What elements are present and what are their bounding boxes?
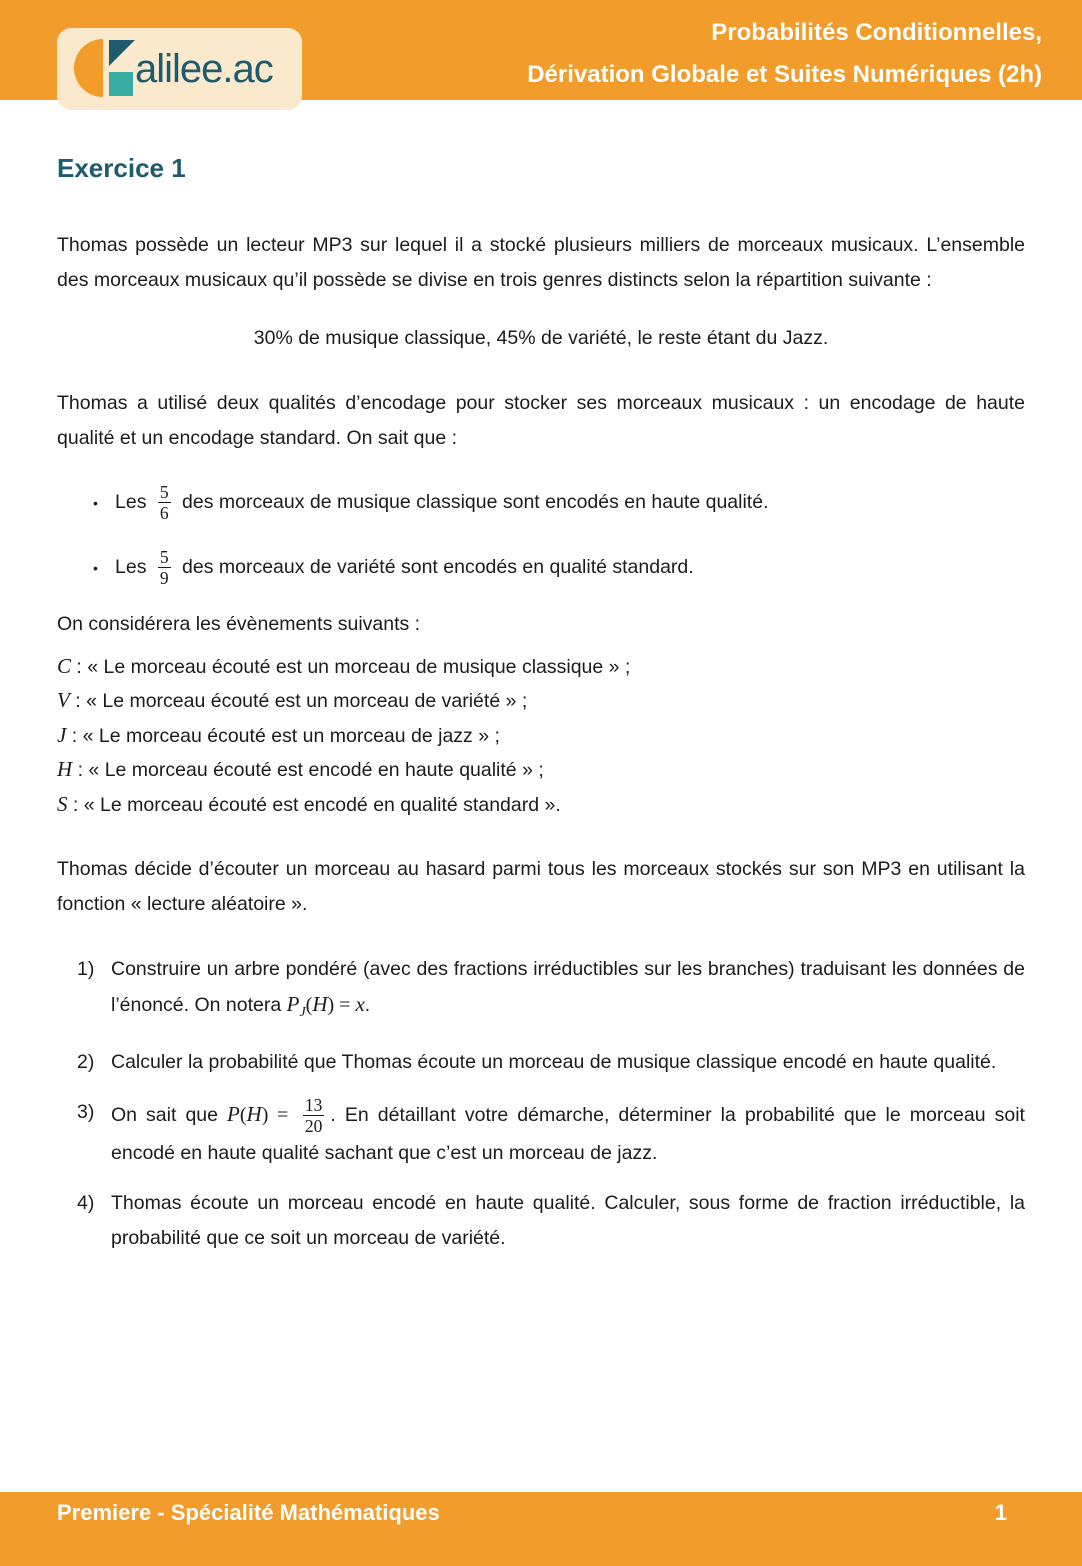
event-symbol: C	[57, 653, 72, 678]
fraction-denominator: 9	[159, 568, 169, 589]
question-number: 1)	[77, 958, 95, 980]
fraction-denominator: 6	[159, 503, 169, 524]
event-symbol: H	[57, 757, 73, 781]
events-list	[57, 650, 1025, 823]
math-upright: ) =	[327, 994, 356, 1016]
event-symbol: V	[57, 688, 70, 712]
fraction-denominator: 20	[304, 1116, 323, 1137]
question-text-part: . En détaillant votre démarche, déterminer la probabilité que le morceau soit encodé en haute qualité sachant que c’est un morceau de jazz.	[111, 1103, 1025, 1165]
document-title	[527, 12, 1042, 96]
question-text	[111, 1045, 1025, 1080]
question-item	[57, 1186, 1025, 1256]
fraction	[303, 1095, 325, 1136]
math-variable: x	[355, 992, 365, 1016]
fraction	[158, 482, 171, 523]
fraction-bullet-list	[57, 482, 1025, 589]
fraction-numerator: 5	[159, 547, 169, 568]
bullet-text-post: des morceaux de variété sont encodés en qualité standard.	[176, 556, 694, 579]
bullet-icon: •	[93, 494, 98, 511]
event-definition	[57, 788, 1025, 823]
event-text: : « Le morceau écouté est encodé en qualité standard ».	[67, 793, 561, 816]
fraction-numerator: 5	[159, 482, 169, 502]
random-play-paragraph: Thomas décide d’écouter un morceau au hasard parmi tous les morceaux stockés sur son MP3 en utilisant la fonction « lecture aléatoire ».	[57, 858, 1025, 915]
question-number: 4)	[77, 1192, 95, 1215]
question-text	[111, 1186, 1025, 1256]
math-variable: P	[227, 1101, 240, 1126]
event-symbol: J	[57, 722, 67, 747]
galilee-logo-icon	[73, 38, 137, 100]
footer-course-label: Premiere - Spécialité Mathématiques	[57, 1500, 440, 1525]
fraction	[158, 547, 171, 588]
question-text-part: .	[364, 994, 371, 1016]
math-variable: P	[286, 992, 300, 1016]
math-upright: (	[305, 994, 313, 1016]
event-definition	[57, 650, 1025, 685]
question-number: 2)	[77, 1051, 95, 1073]
intro-paragraph: Thomas possède un lecteur MP3 sur lequel il a stocké plusieurs milliers de morceaux musicaux. L’ensemble des morceaux musicaux qu’il possède se divise en trois genres distincts selon la répartition suivante :	[57, 234, 1025, 291]
distribution-line: 30% de musique classique, 45% de variété, le reste étant du Jazz.	[253, 327, 829, 349]
question-text	[111, 952, 1025, 1030]
event-symbol: S	[57, 791, 68, 816]
question-item	[57, 952, 1025, 1030]
math-subscript: J	[299, 1005, 306, 1020]
exercise-content	[0, 100, 1082, 1271]
question-text	[111, 1095, 1025, 1171]
events-intro: On considérera les évènements suivants :	[57, 612, 421, 635]
question-list	[57, 952, 1025, 1256]
question-item	[57, 1045, 1025, 1080]
math-variable: H	[246, 1101, 262, 1126]
question-item	[57, 1095, 1025, 1171]
page-number: 1	[994, 1500, 1007, 1525]
bullet-text-pre: Les	[115, 556, 152, 579]
event-text: : « Le morceau écouté est encodé en haute qualité » ;	[72, 759, 544, 781]
bullet-item	[57, 547, 1025, 588]
encoding-paragraph: Thomas a utilisé deux qualités d’encodage pour stocker ses morceaux musicaux : un encodage de haute qualité et un encodage standard. On sait que :	[57, 392, 1025, 449]
exercise-heading: Exercice 1	[57, 153, 186, 183]
question-text-part: Calculer la probabilité que Thomas écoute un morceau de musique classique encodé en haute qualité.	[111, 1051, 997, 1073]
document-title-line1: Probabilités Conditionnelles,	[711, 19, 1042, 46]
bullet-text	[115, 482, 768, 523]
bullet-icon: •	[93, 559, 98, 576]
question-number: 3)	[77, 1101, 95, 1123]
question-text-part: On sait que	[111, 1103, 228, 1126]
fraction-numerator: 13	[304, 1095, 323, 1115]
math-upright: ) =	[261, 1103, 297, 1126]
bullet-item	[57, 482, 1025, 523]
event-definition	[57, 719, 1025, 754]
logo	[57, 28, 302, 110]
footer-bar	[0, 1492, 1082, 1566]
logo-text: alilee.ac	[135, 47, 273, 91]
bullet-text-pre: Les	[115, 491, 152, 514]
event-text: : « Le morceau écouté est un morceau de jazz » ;	[66, 724, 500, 747]
event-definition	[57, 684, 1025, 719]
bullet-text-post: des morceaux de musique classique sont encodés en haute qualité.	[176, 491, 769, 514]
event-text: : « Le morceau écouté est un morceau de variété » ;	[69, 690, 528, 712]
math-variable: H	[312, 992, 328, 1016]
event-text: : « Le morceau écouté est un morceau de musique classique » ;	[71, 655, 631, 678]
bullet-text	[115, 547, 694, 588]
question-text-part: Construire un arbre pondéré (avec des fractions irréductibles sur les branches) traduisant les données de l’énoncé. On notera	[111, 958, 1025, 1016]
document-title-line2: Dérivation Globale et Suites Numériques (2h)	[527, 61, 1042, 88]
math-upright: (	[239, 1103, 247, 1126]
event-definition	[57, 753, 1025, 788]
question-text-part: Thomas écoute un morceau encodé en haute qualité. Calculer, sous forme de fraction irréductible, la probabilité que ce soit un morceau de variété.	[111, 1192, 1025, 1250]
